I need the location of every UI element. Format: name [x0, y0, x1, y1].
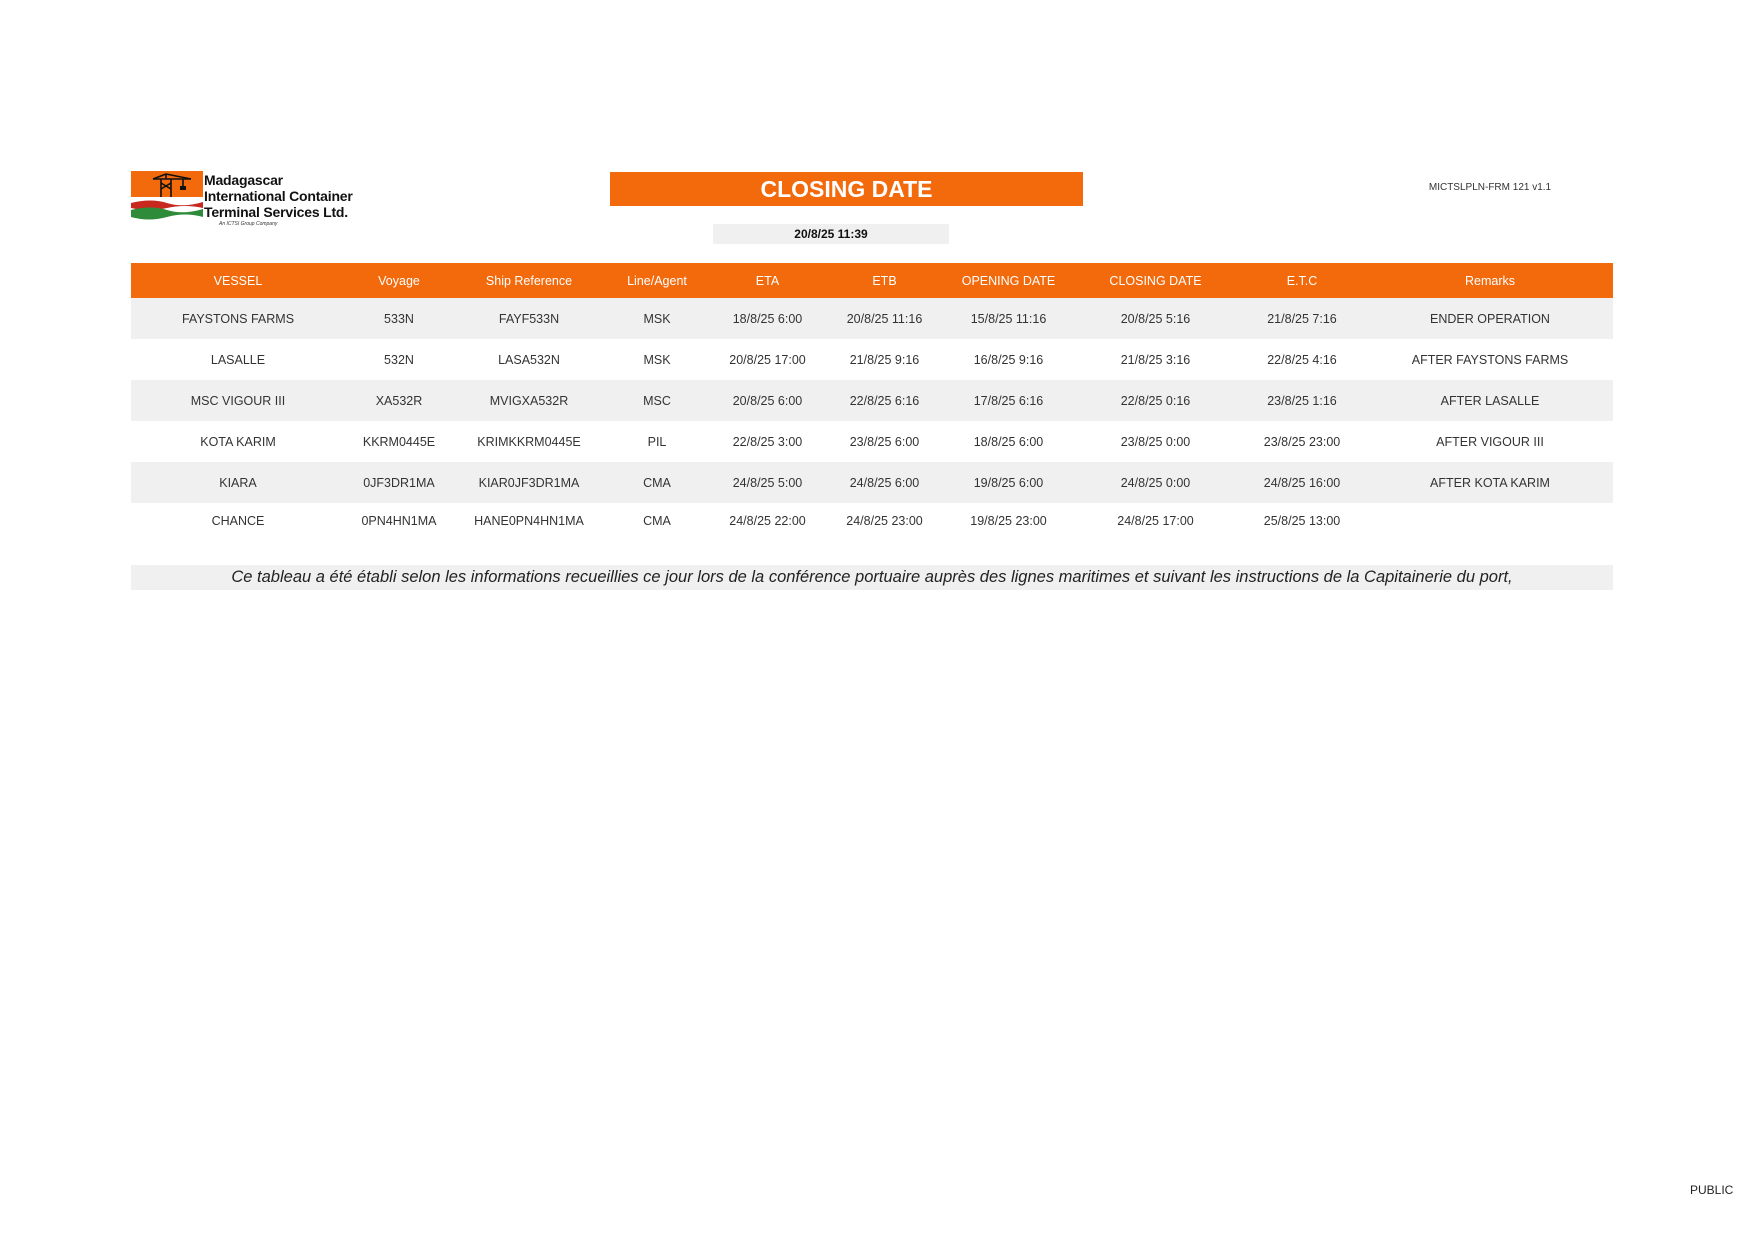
table-cell: 0PN4HN1MA: [361, 513, 437, 528]
table-cell: KIARA: [219, 475, 257, 490]
table-cell: MSK: [643, 311, 671, 326]
table-cell: FAYSTONS FARMS: [181, 311, 295, 326]
table-row: [131, 339, 1613, 380]
table-cell: 20/8/25 17:00: [729, 352, 806, 367]
table-cell: 23/8/25 0:00: [1120, 434, 1191, 449]
table-cell: 18/8/25 6:00: [973, 434, 1044, 449]
table-cell: 16/8/25 9:16: [973, 352, 1044, 367]
report-timestamp: 20/8/25 11:39: [713, 224, 949, 244]
table-cell: PIL: [647, 434, 667, 449]
table-cell: HANE0PN4HN1MA: [474, 513, 584, 528]
company-logo: [131, 171, 375, 229]
table-cell: KIAR0JF3DR1MA: [478, 475, 580, 490]
table-row: [131, 298, 1613, 339]
table-header-row: [131, 263, 1613, 298]
table-cell: AFTER LASALLE: [1440, 393, 1540, 408]
table-cell: 532N: [384, 352, 414, 367]
table-cell: [1367, 503, 1613, 538]
column-header: VESSEL: [131, 263, 345, 298]
table-cell: 22/8/25 3:00: [732, 434, 803, 449]
document-code: MICTSLPLN-FRM 121 v1.1: [1428, 182, 1552, 193]
column-header: ETA: [709, 263, 826, 298]
classification-label: PUBLIC: [1690, 1183, 1734, 1197]
footnote: Ce tableau a été établi selon les informations recueillies ce jour lors de la conférence portuaire auprès des lignes maritimes et suivant les instructions de la Capitainerie du port,: [131, 565, 1613, 590]
table-cell: 24/8/25 16:00: [1263, 475, 1341, 490]
table-row: [131, 380, 1613, 421]
table-cell: MSK: [643, 352, 671, 367]
column-header: CLOSING DATE: [1074, 263, 1237, 298]
table-cell: 24/8/25 22:00: [729, 513, 806, 528]
table-row: [131, 462, 1613, 503]
table-cell: 23/8/25 6:00: [849, 434, 920, 449]
table-cell: FAYF533N: [498, 311, 560, 326]
table-cell: 24/8/25 23:00: [846, 513, 923, 528]
table-cell: 23/8/25 1:16: [1267, 393, 1337, 408]
table-cell: 24/8/25 0:00: [1120, 475, 1191, 490]
table-cell: MSC: [643, 393, 671, 408]
table-cell: AFTER VIGOUR III: [1436, 434, 1544, 449]
column-header: E.T.C: [1237, 263, 1367, 298]
table-cell: 533N: [384, 311, 414, 326]
table-cell: 0JF3DR1MA: [363, 475, 435, 490]
column-header: Line/Agent: [605, 263, 709, 298]
table-cell: LASA532N: [498, 352, 560, 367]
column-header: ETB: [826, 263, 943, 298]
table-cell: 20/8/25 11:16: [846, 311, 923, 326]
table-cell: AFTER KOTA KARIM: [1430, 475, 1550, 490]
table-cell: 22/8/25 0:16: [1120, 393, 1191, 408]
crane-logo-icon: [131, 171, 203, 221]
table-cell: 20/8/25 6:00: [732, 393, 803, 408]
table-row: [131, 503, 1613, 538]
table-cell: CHANCE: [211, 513, 265, 528]
table-cell: 25/8/25 13:00: [1263, 513, 1341, 528]
page-title: CLOSING DATE: [610, 172, 1083, 206]
table-cell: 24/8/25 17:00: [1117, 513, 1194, 528]
table-cell: 20/8/25 5:16: [1120, 311, 1191, 326]
table-cell: XA532R: [375, 393, 423, 408]
table-body: [131, 298, 1613, 538]
company-name: Madagascar International Container Terminal Services Ltd.: [204, 172, 353, 220]
table-cell: 24/8/25 6:00: [849, 475, 920, 490]
table-cell: 17/8/25 6:16: [973, 393, 1044, 408]
table-cell: KOTA KARIM: [200, 434, 276, 449]
table-cell: 24/8/25 5:00: [732, 475, 803, 490]
table-cell: KKRM0445E: [362, 434, 436, 449]
table-cell: 19/8/25 6:00: [973, 475, 1044, 490]
column-header: Ship Reference: [453, 263, 605, 298]
table-cell: 15/8/25 11:16: [970, 311, 1047, 326]
table-cell: 22/8/25 6:16: [849, 393, 920, 408]
vessel-schedule-table: [131, 263, 1613, 538]
column-header: Remarks: [1367, 263, 1613, 298]
table-cell: 21/8/25 7:16: [1267, 311, 1337, 326]
table-cell: 18/8/25 6:00: [732, 311, 803, 326]
table-cell: ENDER OPERATION: [1430, 311, 1550, 326]
column-header: Voyage: [345, 263, 453, 298]
table-cell: MSC VIGOUR III: [190, 393, 286, 408]
table-cell: 22/8/25 4:16: [1267, 352, 1337, 367]
table-cell: 21/8/25 9:16: [849, 352, 920, 367]
table-cell: 21/8/25 3:16: [1120, 352, 1191, 367]
table-cell: CMA: [643, 475, 671, 490]
column-header: OPENING DATE: [943, 263, 1074, 298]
table-cell: MVIGXA532R: [489, 393, 569, 408]
table-cell: 19/8/25 23:00: [970, 513, 1047, 528]
company-subtitle: An ICTSI Group Company: [219, 221, 278, 227]
table-cell: 23/8/25 23:00: [1263, 434, 1341, 449]
table-cell: KRIMKKRM0445E: [477, 434, 581, 449]
table-cell: CMA: [643, 513, 671, 528]
table-row: [131, 421, 1613, 462]
table-cell: LASALLE: [210, 352, 266, 367]
table-cell: AFTER FAYSTONS FARMS: [1411, 352, 1569, 367]
